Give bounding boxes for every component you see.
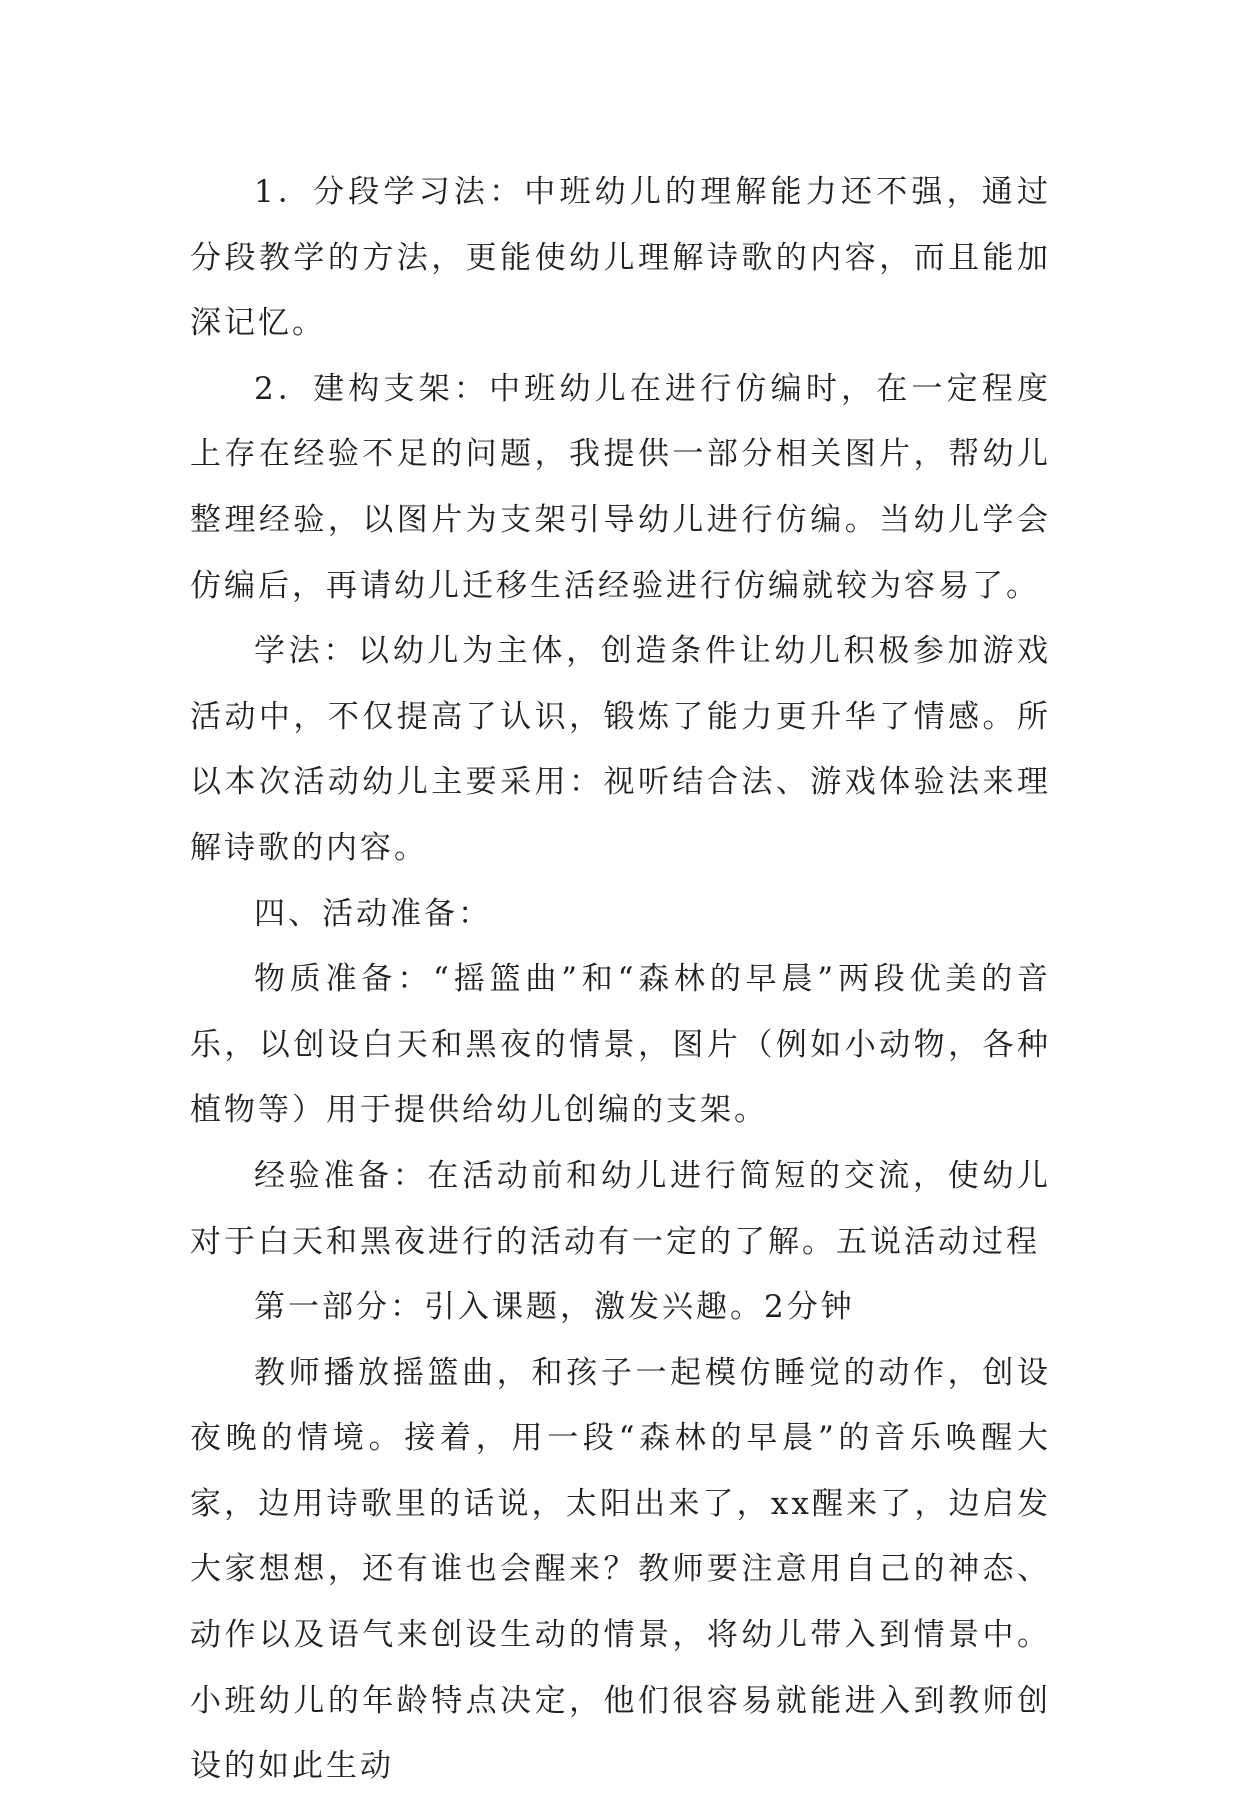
document-body [190, 160, 1051, 1800]
paragraph-material-preparation: 物质准备：“摇篮曲”和“森林的早晨”两段优美的音乐，以创设白天和黑夜的情景，图片（例如小动物，各种植物等）用于提供给幼儿创编的支架。 [190, 961, 1051, 1129]
paragraph-experience-preparation: 经验准备：在活动前和幼儿进行简短的交流，使幼儿对于白天和黑夜进行的活动有一定的了解。五说活动过程 [190, 1157, 1051, 1260]
paragraph-segmented-learning: 1．分段学习法：中班幼儿的理解能力还不强，通过分段教学的方法，更能使幼儿理解诗歌的内容，而且能加深记忆。 [190, 174, 1051, 342]
paragraph-scaffolding: 2．建构支架：中班幼儿在进行仿编时，在一定程度上存在经验不足的问题，我提供一部分相关图片，帮幼儿整理经验，以图片为支架引导幼儿进行仿编。当幼儿学会仿编后，再请幼儿迁移生活经验进行仿编就较为容易了。 [190, 370, 1051, 604]
section-heading-activity-preparation: 四、活动准备： [254, 895, 492, 932]
paragraph-part-one-body: 教师播放摇篮曲，和孩子一起模仿睡觉的动作，创设夜晚的情境。接着，用一段“森林的早晨”的音乐唤醒大家，边用诗歌里的话说，太阳出来了，xx醒来了，边启发大家想想，还有谁也会醒来？教师要注意用自己的神态、动作以及语气来创设生动的情景，将幼儿带入到情景中。小班幼儿的年龄特点决定，他们很容易就能进入到教师创设的如此生动 [190, 1354, 1051, 1785]
paragraph-part-one-heading: 第一部分：引入课题，激发兴趣。2分钟 [254, 1289, 855, 1326]
paragraph-learning-method: 学法：以幼儿为主体，创造条件让幼儿积极参加游戏活动中，不仅提高了认识，锻炼了能力更升华了情感。所以本次活动幼儿主要采用：视听结合法、游戏体验法来理解诗歌的内容。 [190, 633, 1051, 866]
